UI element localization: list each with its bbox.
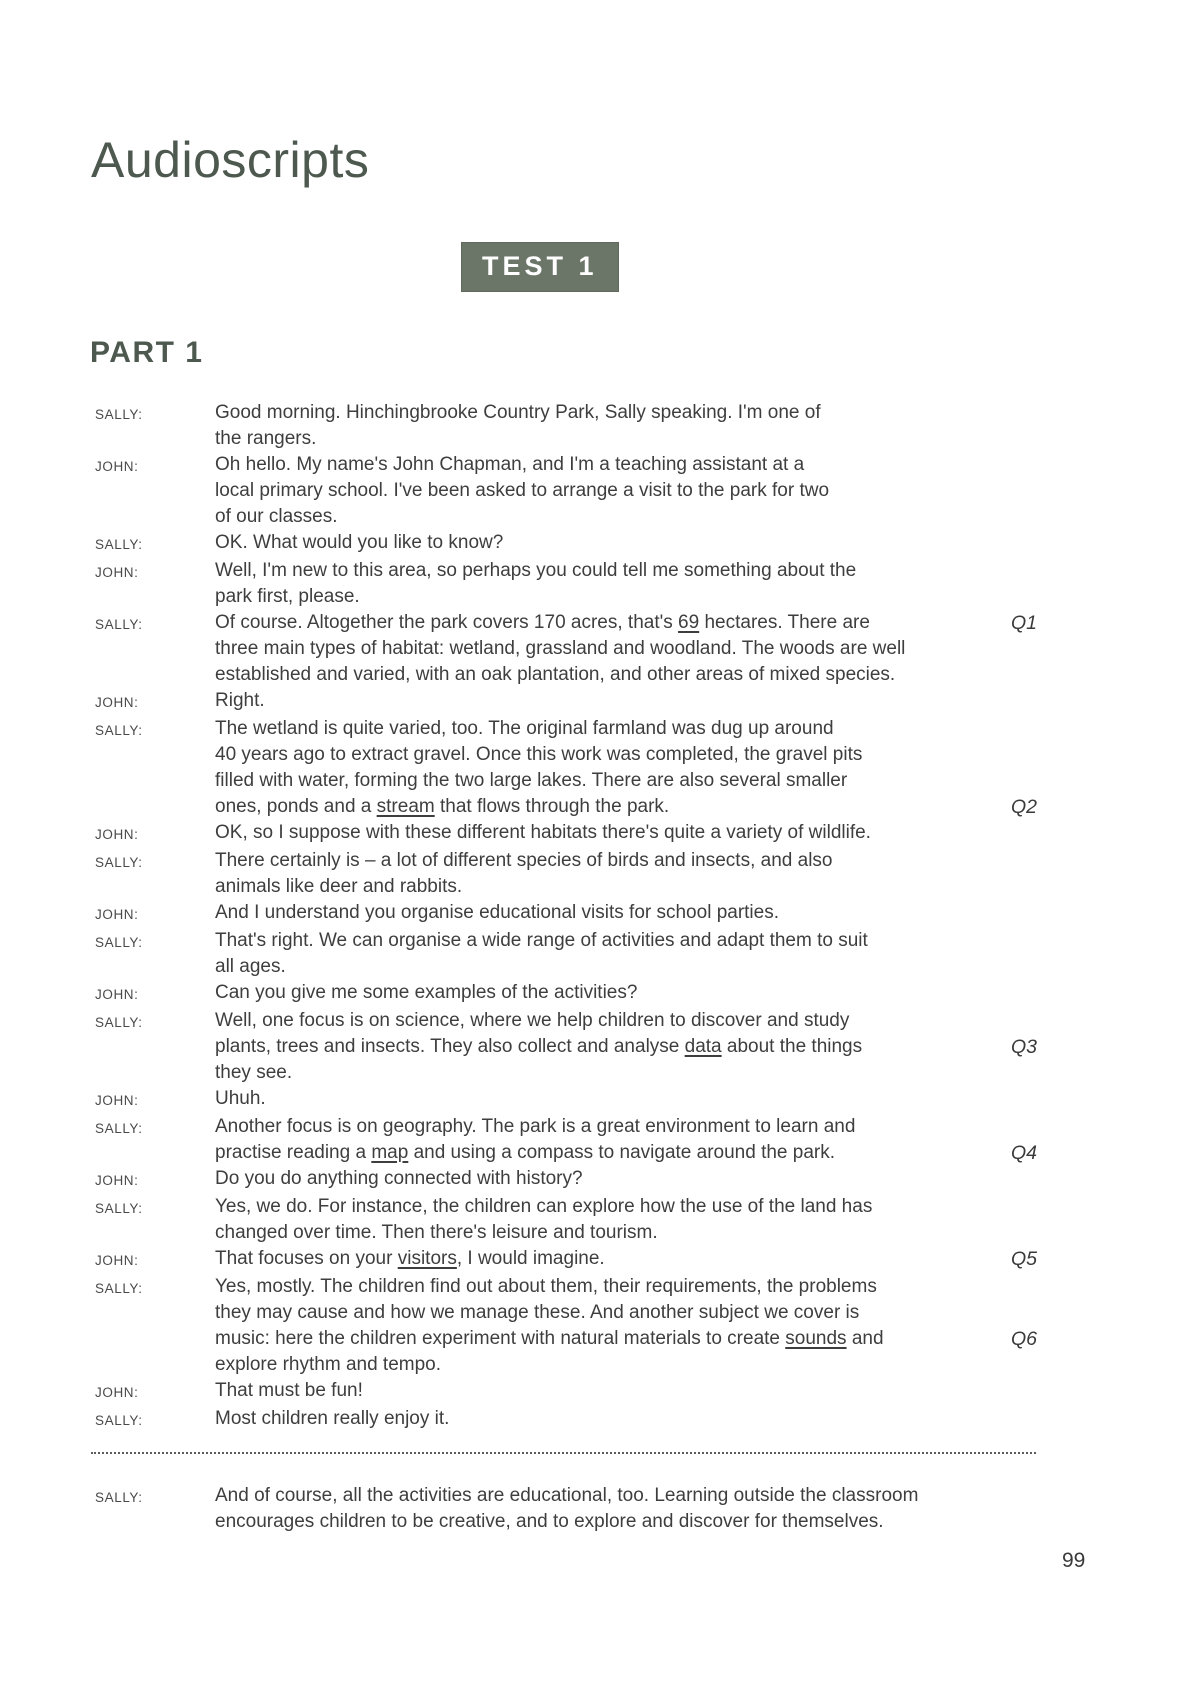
turn-lines: [215, 688, 1085, 714]
speaker-label: JOHN:: [95, 827, 139, 842]
speaker-label: SALLY:: [95, 1413, 143, 1428]
dialogue-text: animals like deer and rabbits.: [215, 876, 463, 897]
dialogue-text: And I understand you organise educational visits for school parties.: [215, 902, 779, 923]
dialogue-line: [215, 1406, 1085, 1432]
speaker-label: SALLY:: [95, 1490, 143, 1505]
dialogue-text: all ages.: [215, 956, 286, 977]
dialogue-line: [215, 928, 1085, 954]
dialogue-text: That must be fun!: [215, 1380, 363, 1401]
dialogue-turn: [95, 400, 1085, 452]
question-marker: Q5: [1011, 1248, 1038, 1270]
dialogue-text: Well, I'm new to this area, so perhaps you could tell me something about the: [215, 560, 857, 581]
dialogue-line: [215, 794, 1085, 820]
dialogue-line: [215, 900, 1085, 926]
turn-lines: [215, 610, 1085, 688]
dialogue-text: changed over time. Then there's leisure and tourism.: [215, 1222, 658, 1243]
dialogue-turn: [95, 820, 1085, 848]
turn-lines: [215, 928, 1085, 980]
turn-lines: [215, 1194, 1085, 1246]
dialogue-text: and using a compass to navigate around the park.: [408, 1142, 836, 1163]
dialogue-text: plants, trees and insects. They also collect and analyse: [215, 1036, 685, 1057]
dialogue-line: [215, 1378, 1085, 1404]
dialogue-line: [215, 610, 1085, 636]
dialogue-line: [215, 478, 1085, 504]
dialogue-text: And of course, all the activities are educational, too. Learning outside the classroom: [215, 1485, 919, 1506]
speaker-label: JOHN:: [95, 695, 139, 710]
dialogue-turn: [95, 558, 1085, 610]
dialogue-text: they see.: [215, 1062, 293, 1083]
turn-lines: [215, 400, 1085, 452]
speaker-label: JOHN:: [95, 565, 139, 580]
dialogue-text: OK, so I suppose with these different habitats there's quite a variety of wildlife.: [215, 822, 871, 843]
dialogue-line: [215, 1300, 1085, 1326]
speaker-label: SALLY:: [95, 1281, 143, 1296]
dialogue-turn: [95, 1483, 1085, 1535]
dialogue-line: [215, 1274, 1085, 1300]
dialogue-line: [215, 768, 1085, 794]
dialogue-turn: [95, 716, 1085, 820]
dialogue-line: [215, 1509, 1085, 1535]
dialogue-main: [95, 400, 1085, 1434]
speaker-label: SALLY:: [95, 1201, 143, 1216]
dialogue-turn: [95, 1246, 1085, 1274]
dialogue-line: [215, 1008, 1085, 1034]
part-heading: PART 1: [90, 336, 204, 369]
underlined-answer-word: data: [684, 1036, 722, 1057]
dialogue-line: [215, 662, 1085, 688]
speaker-label: JOHN:: [95, 459, 139, 474]
underlined-answer-word: stream: [376, 796, 435, 817]
dialogue-line: [215, 400, 1085, 426]
dialogue-text: That's right. We can organise a wide range of activities and adapt them to suit: [215, 930, 868, 951]
dialogue-text: encourages children to be creative, and to explore and discover for themselves.: [215, 1511, 884, 1532]
turn-lines: [215, 1008, 1085, 1086]
dialogue-line: [215, 1220, 1085, 1246]
dialogue-line: [215, 1246, 1085, 1272]
dialogue-turn: [95, 688, 1085, 716]
turn-lines: [215, 1114, 1085, 1166]
turn-lines: [215, 900, 1085, 926]
speaker-label: SALLY:: [95, 855, 143, 870]
dialogue-turn: [95, 1166, 1085, 1194]
question-marker: Q1: [1011, 612, 1038, 634]
turn-lines: [215, 1378, 1085, 1404]
speaker-label: JOHN:: [95, 1173, 139, 1188]
dialogue-line: [215, 636, 1085, 662]
speaker-label: SALLY:: [95, 617, 143, 632]
dialogue-line: [215, 530, 1085, 556]
dialogue-text: ones, ponds and a: [215, 796, 377, 817]
dialogue-text: explore rhythm and tempo.: [215, 1354, 442, 1375]
dialogue-turn: [95, 1274, 1085, 1378]
dialogue-line: [215, 1194, 1085, 1220]
dialogue-line: [215, 954, 1085, 980]
page-number: 99: [1062, 1549, 1086, 1572]
section-divider: [91, 1452, 1036, 1454]
dialogue-text: park first, please.: [215, 586, 360, 607]
dialogue-text: That focuses on your: [215, 1248, 398, 1269]
dialogue-turn: [95, 1114, 1085, 1166]
turn-lines: [215, 1406, 1085, 1432]
dialogue-text: Uhuh.: [215, 1088, 266, 1109]
dialogue-line: [215, 874, 1085, 900]
speaker-label: SALLY:: [95, 407, 143, 422]
turn-lines: [215, 848, 1085, 900]
dialogue-text: Can you give me some examples of the activities?: [215, 982, 638, 1003]
dialogue-text: , I would imagine.: [456, 1248, 605, 1269]
turn-lines: [215, 716, 1085, 820]
dialogue-text: they may cause and how we manage these. And another subject we cover is: [215, 1302, 860, 1323]
speaker-label: SALLY:: [95, 935, 143, 950]
dialogue-text: Another focus is on geography. The park is a great environment to learn and: [215, 1116, 856, 1137]
dialogue-turn: [95, 928, 1085, 980]
turn-lines: [215, 820, 1085, 846]
dialogue-turn: [95, 530, 1085, 558]
dialogue-line: [215, 716, 1085, 742]
dialogue-line: [215, 558, 1085, 584]
dialogue-line: [215, 688, 1085, 714]
underlined-answer-word: visitors: [397, 1248, 457, 1269]
dialogue-text: Right.: [215, 690, 265, 711]
dialogue-text: and: [846, 1328, 884, 1349]
dialogue-line: [215, 1352, 1085, 1378]
dialogue-text: practise reading a: [215, 1142, 372, 1163]
dialogue-line: [215, 980, 1085, 1006]
speaker-label: SALLY:: [95, 1015, 143, 1030]
page-title: Audioscripts: [91, 132, 370, 188]
dialogue-line: [215, 1166, 1085, 1192]
dialogue-line: [215, 1086, 1085, 1112]
dialogue-text: music: here the children experiment with natural materials to create: [215, 1328, 786, 1349]
turn-lines: [215, 558, 1085, 610]
dialogue-text: OK. What would you like to know?: [215, 532, 504, 553]
dialogue-line: [215, 426, 1085, 452]
dialogue-text: Good morning. Hinchingbrooke Country Park, Sally speaking. I'm one of: [215, 402, 821, 423]
underlined-answer-word: sounds: [785, 1328, 847, 1349]
turn-lines: [215, 1274, 1085, 1378]
turn-lines: [215, 530, 1085, 556]
dialogue-line: [215, 848, 1085, 874]
dialogue-text: The wetland is quite varied, too. The original farmland was dug up around: [215, 718, 834, 739]
speaker-label: JOHN:: [95, 1253, 139, 1268]
dialogue-turn: [95, 980, 1085, 1008]
dialogue-text: Yes, we do. For instance, the children can explore how the use of the land has: [215, 1196, 873, 1217]
underlined-answer-word: map: [371, 1142, 409, 1163]
question-marker: Q6: [1011, 1328, 1038, 1350]
dialogue-footer: [95, 1483, 1085, 1535]
dialogue-line: [215, 452, 1085, 478]
speaker-label: SALLY:: [95, 723, 143, 738]
underlined-answer-word: 69: [678, 612, 700, 633]
test-badge: TEST 1: [462, 243, 618, 291]
dialogue-text: Do you do anything connected with history?: [215, 1168, 583, 1189]
question-marker: Q2: [1011, 796, 1038, 818]
speaker-label: SALLY:: [95, 537, 143, 552]
dialogue-text: filled with water, forming the two large lakes. There are also several smaller: [215, 770, 848, 791]
dialogue-line: [215, 742, 1085, 768]
dialogue-line: [215, 1483, 1085, 1509]
dialogue-text: established and varied, with an oak plantation, and other areas of mixed species.: [215, 664, 896, 685]
dialogue-text: Of course. Altogether the park covers 170 acres, that's: [215, 612, 679, 633]
dialogue-turn: [95, 1406, 1085, 1434]
dialogue-line: [215, 504, 1085, 530]
question-marker: Q4: [1011, 1142, 1038, 1164]
dialogue-line: [215, 1034, 1085, 1060]
dialogue-text: Oh hello. My name's John Chapman, and I'm a teaching assistant at a: [215, 454, 805, 475]
dialogue-text: of our classes.: [215, 506, 338, 527]
dialogue-line: [215, 1140, 1085, 1166]
speaker-label: JOHN:: [95, 987, 139, 1002]
dialogue-line: [215, 584, 1085, 610]
turn-lines: [215, 1483, 1085, 1535]
dialogue-turn: [95, 1194, 1085, 1246]
speaker-label: JOHN:: [95, 907, 139, 922]
turn-lines: [215, 452, 1085, 530]
speaker-label: JOHN:: [95, 1385, 139, 1400]
dialogue-text: local primary school. I've been asked to arrange a visit to the park for two: [215, 480, 830, 501]
dialogue-turn: [95, 848, 1085, 900]
speaker-label: JOHN:: [95, 1093, 139, 1108]
dialogue-text: 40 years ago to extract gravel. Once this work was completed, the gravel pits: [215, 744, 863, 765]
dialogue-text: Most children really enjoy it.: [215, 1408, 450, 1429]
dialogue-text: hectares. There are: [699, 612, 870, 633]
dialogue-line: [215, 1060, 1085, 1086]
turn-lines: [215, 1086, 1085, 1112]
turn-lines: [215, 1166, 1085, 1192]
dialogue-turn: [95, 900, 1085, 928]
dialogue-text: Well, one focus is on science, where we help children to discover and study: [215, 1010, 850, 1031]
dialogue-text: Yes, mostly. The children find out about them, their requirements, the problems: [215, 1276, 877, 1297]
dialogue-turn: [95, 1378, 1085, 1406]
dialogue-turn: [95, 1086, 1085, 1114]
dialogue-text: There certainly is – a lot of different species of birds and insects, and also: [215, 850, 833, 871]
dialogue-text: the rangers.: [215, 428, 317, 449]
turn-lines: [215, 980, 1085, 1006]
dialogue-line: [215, 820, 1085, 846]
speaker-label: SALLY:: [95, 1121, 143, 1136]
dialogue-line: [215, 1114, 1085, 1140]
turn-lines: [215, 1246, 1085, 1272]
dialogue-line: [215, 1326, 1085, 1352]
dialogue-turn: [95, 1008, 1085, 1086]
dialogue-turn: [95, 452, 1085, 530]
question-marker: Q3: [1011, 1036, 1038, 1058]
dialogue-text: that flows through the park.: [434, 796, 670, 817]
dialogue-turn: [95, 610, 1085, 688]
dialogue-text: about the things: [721, 1036, 863, 1057]
dialogue-text: three main types of habitat: wetland, grassland and woodland. The woods are well: [215, 638, 906, 659]
